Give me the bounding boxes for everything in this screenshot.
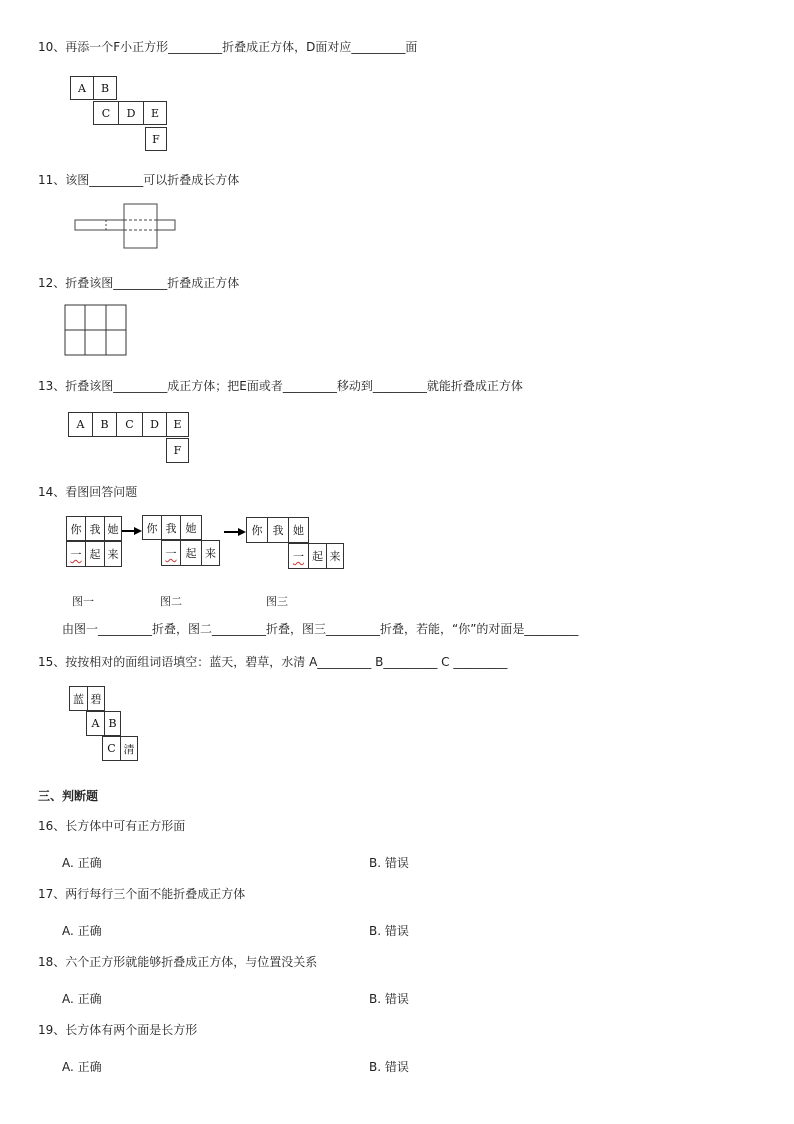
net-cell-qing: 清 [120,736,138,761]
net-cell-ni: 你 [246,517,268,543]
question-17: 17、两行每行三个面不能折叠成正方体 [38,887,246,901]
question-13: 13、折叠该图_________成正方体；把E面或者_________移动到_________就能折叠成正方体 [38,379,523,393]
net-cell-e: E [143,101,167,125]
net-cell-wo: 我 [161,515,181,540]
net-cell-qi: 起 [308,543,327,569]
net-cell-ta: 她 [180,515,202,540]
net-cell-a: A [68,412,93,437]
net-cell-wo: 我 [267,517,289,543]
figure-caption-1: 图一 [72,595,94,608]
option-b-wrong[interactable]: B. 错误 [369,856,409,870]
net-cell-c: C [102,736,121,761]
net-cell-yi: 一 [288,543,309,569]
question-18: 18、六个正方形就能够折叠成正方体，与位置没关系 [38,955,318,969]
figure-caption-3: 图三 [266,595,288,608]
net-cell-ni: 你 [142,515,162,540]
section-heading: 三、判断题 [38,789,99,803]
question-10: 10、再添一个F小正方形_________折叠成正方体，D面对应_________面 [38,40,418,54]
question-16: 16、长方体中可有正方形面 [38,819,186,833]
net-cell-f: F [145,127,167,151]
net-cell-c: C [116,412,143,437]
option-a-correct[interactable]: A. 正确 [62,1060,102,1074]
net-cell-bi: 碧 [87,686,105,711]
net-cell-qi: 起 [85,541,105,567]
net-cell-ni: 你 [66,516,86,541]
option-b-wrong[interactable]: B. 错误 [369,924,409,938]
net-cell-a: A [86,711,105,736]
option-a-correct[interactable]: A. 正确 [62,992,102,1006]
question-14-sub: 由图一_________折叠，图二_________折叠，图三_________折叠，若能，“你”的对面是_________ [62,622,579,636]
question-15: 15、按按相对的面组词语填空：蓝天，碧草，水清 A_________ B_________ C _________ [38,655,508,669]
question-19: 19、长方体有两个面是长方形 [38,1023,198,1037]
net-cell-lai: 来 [104,541,122,567]
question-14: 14、看图回答问题 [38,485,138,499]
figure-12-grid [64,304,128,358]
net-cell-a: A [70,76,94,100]
option-a-correct[interactable]: A. 正确 [62,924,102,938]
net-cell-lan: 蓝 [69,686,88,711]
option-a-correct[interactable]: A. 正确 [62,856,102,870]
net-cell-lai: 来 [326,543,344,569]
net-cell-c: C [93,101,119,125]
net-cell-wo: 我 [85,516,105,541]
net-cell-qi: 起 [180,540,202,566]
arrow-icon [121,526,143,536]
option-b-wrong[interactable]: B. 错误 [369,1060,409,1074]
option-b-wrong[interactable]: B. 错误 [369,992,409,1006]
net-cell-d: D [142,412,167,437]
arrow-icon [223,527,247,537]
net-cell-ta: 她 [104,516,122,541]
net-cell-b: B [93,76,117,100]
net-cell-lai: 来 [201,540,220,566]
figure-11-cuboid-net [72,202,178,250]
net-cell-f: F [166,438,189,463]
net-cell-b: B [104,711,121,736]
net-cell-yi: 一 [66,541,86,567]
net-cell-ta: 她 [288,517,309,543]
net-cell-d: D [118,101,144,125]
net-cell-yi: 一 [161,540,181,566]
question-11: 11、该图_________可以折叠成长方体 [38,173,240,187]
figure-caption-2: 图二 [160,595,182,608]
net-cell-e: E [166,412,189,437]
question-12: 12、折叠该图_________折叠成正方体 [38,276,240,290]
net-cell-b: B [92,412,117,437]
